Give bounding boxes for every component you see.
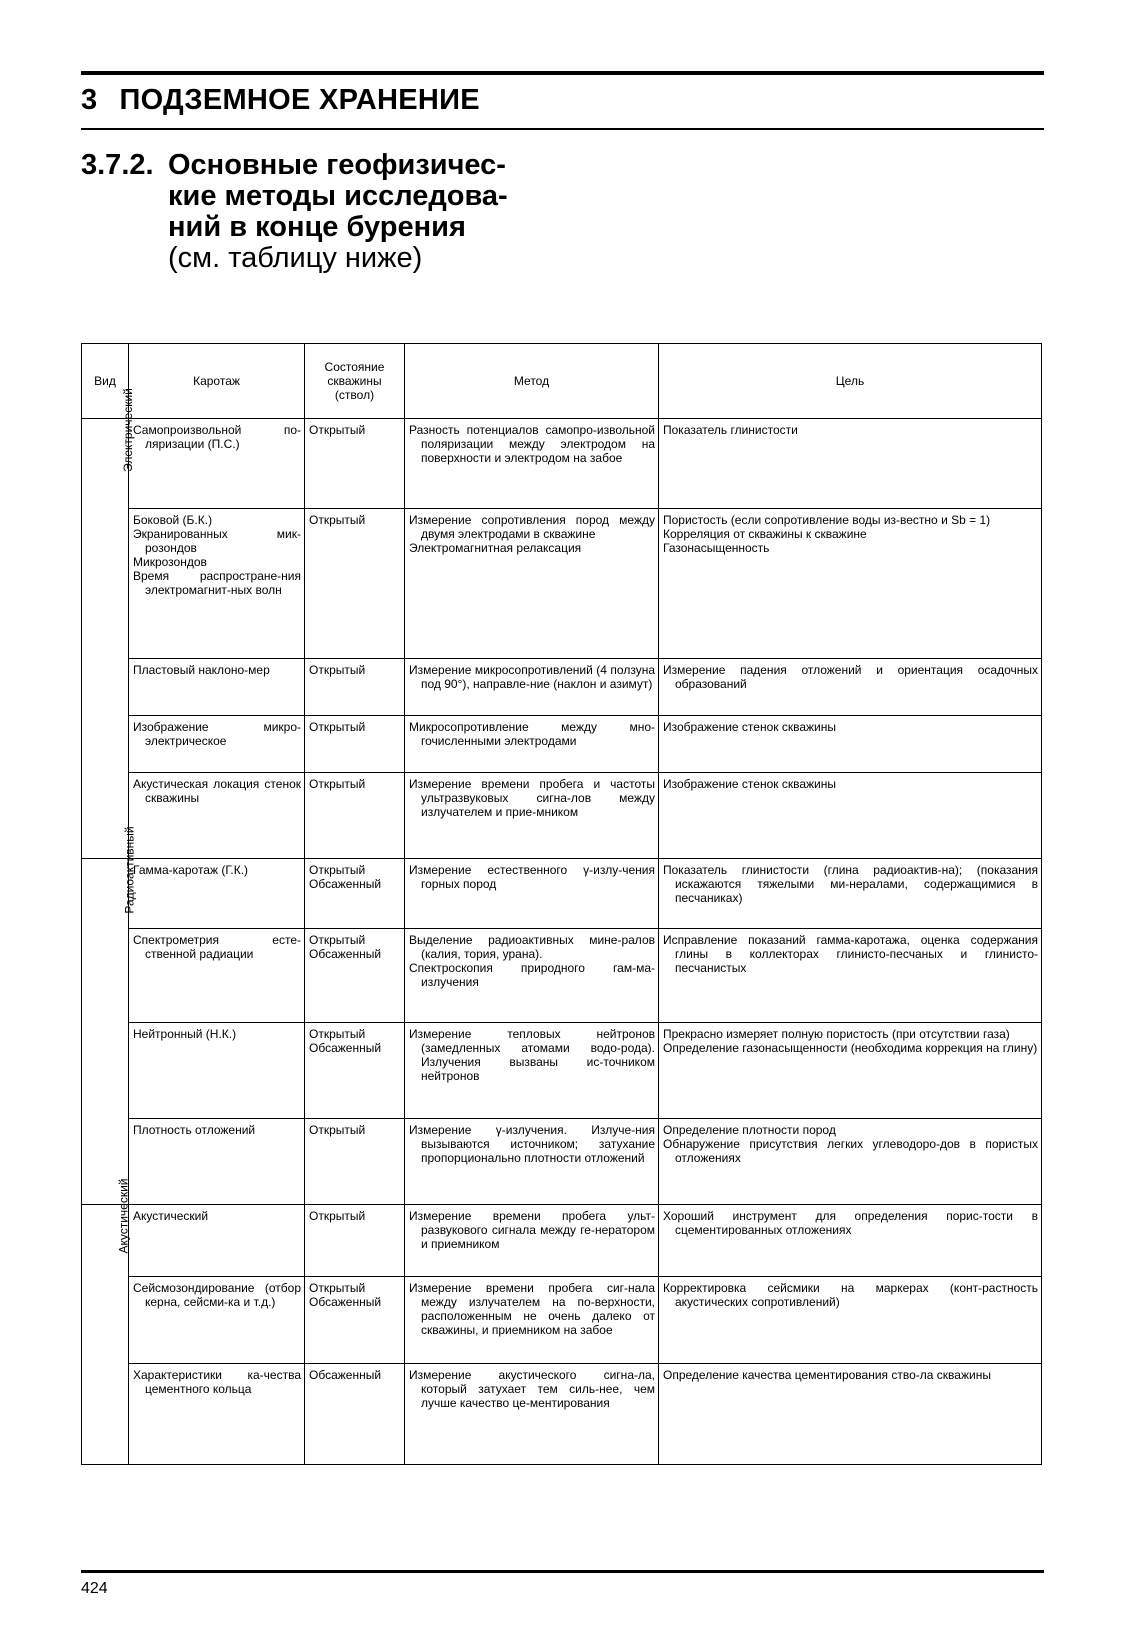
method-text: Микросопротивление между мно-гочисленными электродами	[409, 720, 655, 748]
karotazh-cell	[129, 929, 305, 1023]
table-row	[82, 419, 1042, 509]
state-cell	[305, 1364, 405, 1465]
section-subtitle: (см. таблицу ниже)	[168, 242, 423, 274]
method-cell	[405, 773, 659, 859]
method-text: Измерение времени пробега и частоты ультразвуковых сигна-лов между излучателем и прие-мником	[409, 777, 655, 819]
state-text: Открытый	[309, 720, 366, 734]
method-cell	[405, 716, 659, 773]
method-cell	[405, 1277, 659, 1364]
state-text: Открытый	[309, 513, 366, 527]
goal-text: Хороший инструмент для определения порис-тости в сцементированных отложениях	[663, 1209, 1038, 1237]
goal-text: Газонасыщенность	[663, 541, 770, 555]
state-cell	[305, 859, 405, 929]
karotazh-cell	[129, 1205, 305, 1277]
state-cell	[305, 1119, 405, 1205]
state-cell	[305, 419, 405, 509]
method-cell	[405, 929, 659, 1023]
table-row	[82, 1119, 1042, 1205]
methods-table	[81, 343, 1042, 1465]
group-label-cell	[82, 826, 137, 1205]
section-title-line: Основные геофизичес-	[168, 149, 506, 181]
karotazh-cell	[129, 1364, 305, 1465]
karotazh-text: Микрозондов	[133, 555, 207, 569]
karotazh-text: Акустическая локация стенок скважины	[133, 777, 301, 805]
state-text: Обсаженный	[309, 877, 382, 891]
state-text: Открытый	[309, 1027, 366, 1041]
goal-text: Прекрасно измеряет полную пористость (при отсутствии газа)	[663, 1027, 1010, 1041]
section-number: 3.7.2.	[81, 149, 154, 181]
section-title-line: кие методы исследова-	[168, 180, 508, 212]
karotazh-cell	[129, 773, 305, 859]
goal-text: Исправление показаний гамма-каротажа, оценка содержания глины в коллекторах глинисто-песчаных и глинисто-песчанистых	[663, 933, 1038, 975]
karotazh-text: Изображение микро-электрическое	[133, 720, 301, 748]
karotazh-text: Пластовый наклоно-мер	[133, 663, 270, 677]
header-state: Состояние скважины (ствол)	[305, 344, 405, 419]
page-number: 424	[81, 1580, 108, 1597]
karotazh-cell	[129, 1277, 305, 1364]
chapter-heading	[81, 84, 480, 117]
method-text: Измерение сопротивления пород между двумя электродами в скважине	[409, 513, 655, 541]
goal-cell	[659, 859, 1042, 929]
table-body	[82, 388, 1042, 1465]
goal-text: Пористость (если сопротивление воды из-вестно и Sb = 1)	[663, 513, 991, 527]
method-cell	[405, 859, 659, 929]
method-text: Измерение микросопротивлений (4 ползуна под 90°), направле-ние (наклон и азимут)	[409, 663, 655, 691]
table-row	[82, 773, 1042, 859]
goal-cell	[659, 773, 1042, 859]
goal-cell	[659, 419, 1042, 509]
method-cell	[405, 419, 659, 509]
karotazh-text: Гамма-каротаж (Г.К.)	[133, 863, 249, 877]
method-cell	[405, 659, 659, 716]
method-text: Измерение γ-излучения. Излуче-ния вызываются источником; затухание пропорционально плотности отложений	[409, 1123, 655, 1165]
group-label-cell	[82, 388, 135, 859]
goal-cell	[659, 509, 1042, 659]
chapter-number: 3	[81, 84, 98, 116]
goal-cell	[659, 1277, 1042, 1364]
goal-cell	[659, 1119, 1042, 1205]
goal-text: Определение газонасыщенности (необходима коррекция на глину)	[663, 1041, 1038, 1055]
goal-cell	[659, 716, 1042, 773]
state-cell	[305, 1023, 405, 1119]
method-text: Спектроскопия природного гам-ма-излучения	[409, 961, 655, 989]
goal-text: Корректировка сейсмики на маркерах (конт-растность акустических сопротивлений)	[663, 1281, 1038, 1309]
method-text: Измерение тепловых нейтронов (замедленных атомами водо-рода). Излучения вызваны ис-точником нейтронов	[409, 1027, 655, 1083]
method-text: Электромагнитная релаксация	[409, 541, 582, 555]
state-cell	[305, 773, 405, 859]
karotazh-cell	[129, 419, 305, 509]
header-vid: Вид	[82, 344, 129, 419]
state-text: Обсаженный	[309, 1295, 382, 1309]
goal-text: Определение качества цементирования ство-ла скважины	[663, 1368, 991, 1382]
state-text: Обсаженный	[309, 1041, 382, 1055]
table-row	[82, 716, 1042, 773]
header-method: Метод	[405, 344, 659, 419]
karotazh-cell	[129, 1119, 305, 1205]
method-text: Измерение акустического сигна-ла, который затухает тем силь-нее, чем лучше качество це-ментирования	[409, 1368, 655, 1410]
table-row	[82, 859, 1042, 929]
karotazh-cell	[129, 1023, 305, 1119]
table-row	[82, 1364, 1042, 1465]
goal-cell	[659, 1205, 1042, 1277]
karotazh-text: Плотность отложений	[133, 1123, 256, 1137]
state-cell	[305, 1205, 405, 1277]
karotazh-cell	[129, 716, 305, 773]
group-label: Радиоактивный	[122, 826, 137, 914]
karotazh-text: Спектрометрия есте-ственной радиации	[133, 933, 301, 961]
method-cell	[405, 1364, 659, 1465]
method-text: Измерение естественного γ-излу-чения горных пород	[409, 863, 655, 891]
state-text: Открытый	[309, 1281, 366, 1295]
goal-cell	[659, 659, 1042, 716]
state-text: Открытый	[309, 863, 366, 877]
goal-text: Изображение стенок скважины	[663, 777, 836, 791]
table-row	[82, 1277, 1042, 1364]
goal-text: Показатель глинистости	[663, 423, 798, 437]
group-label: Электрический	[120, 388, 135, 472]
chapter-title: ПОДЗЕМНОЕ ХРАНЕНИЕ	[119, 84, 480, 116]
karotazh-text: Экранированных мик-розондов	[133, 527, 301, 555]
section-title-line: ний в конце бурения	[168, 211, 466, 243]
state-text: Открытый	[309, 663, 366, 677]
table-row	[82, 1023, 1042, 1119]
karotazh-text: Время распростране-ния электромагнит-ных волн	[133, 569, 301, 597]
goal-cell	[659, 1023, 1042, 1119]
header-goal: Цель	[659, 344, 1042, 419]
table-row	[82, 659, 1042, 716]
karotazh-text: Нейтронный (Н.К.)	[133, 1027, 237, 1041]
karotazh-text: Боковой (Б.К.)	[133, 513, 213, 527]
method-text: Измерение времени пробега сиг-нала между излучателем на по-верхности, расположенным не очень далеко от скважины, и приемником на забое	[409, 1281, 655, 1337]
table-row	[82, 1205, 1042, 1277]
method-cell	[405, 1205, 659, 1277]
state-text: Обсаженный	[309, 947, 382, 961]
karotazh-text: Сейсмозондирование (отбор керна, сейсми-ка и т.д.)	[133, 1281, 301, 1309]
state-cell	[305, 716, 405, 773]
goal-cell	[659, 1364, 1042, 1465]
header-rule	[81, 128, 1044, 130]
method-text: Разность потенциалов самопро-извольной поляризации между электродом на поверхности и электродом на забое	[409, 423, 655, 465]
karotazh-cell	[129, 659, 305, 716]
state-cell	[305, 929, 405, 1023]
karotazh-text: Самопроизвольной по-ляризации (П.С.)	[133, 423, 301, 451]
top-rule	[81, 71, 1044, 75]
goal-text: Показатель глинистости (глина радиоактив-на); (показания искажаются тяжелыми ми-нералами, содержащимися в песчаниках)	[663, 863, 1038, 905]
table-header-row	[82, 344, 1042, 419]
state-cell	[305, 1277, 405, 1364]
group-label: Акустический	[116, 1178, 131, 1254]
method-cell	[405, 1023, 659, 1119]
footer-rule	[81, 1570, 1044, 1573]
method-cell	[405, 1119, 659, 1205]
goal-text: Корреляция от скважины к скважине	[663, 527, 867, 541]
table-row	[82, 509, 1042, 659]
state-text: Открытый	[309, 423, 366, 437]
goal-text: Определение плотности пород	[663, 1123, 836, 1137]
table-row	[82, 929, 1042, 1023]
section-title	[168, 150, 588, 274]
karotazh-text: Акустический	[133, 1209, 209, 1223]
goal-text: Изображение стенок скважины	[663, 720, 836, 734]
group-label-cell	[82, 1178, 131, 1465]
method-text: Выделение радиоактивных мине-ралов (калия, тория, урана).	[409, 933, 655, 961]
goal-text: Измерение падения отложений и ориентация осадочных образований	[663, 663, 1038, 691]
state-cell	[305, 509, 405, 659]
goal-cell	[659, 929, 1042, 1023]
header-karotazh: Каротаж	[129, 344, 305, 419]
state-text: Открытый	[309, 933, 366, 947]
state-text: Обсаженный	[309, 1368, 382, 1382]
karotazh-text: Характеристики ка-чества цементного кольца	[133, 1368, 301, 1396]
state-cell	[305, 659, 405, 716]
state-text: Открытый	[309, 1209, 366, 1223]
state-text: Открытый	[309, 1123, 366, 1137]
state-text: Открытый	[309, 777, 366, 791]
method-text: Измерение времени пробега ульт-развукового сигнала между ге-нератором и приемником	[409, 1209, 655, 1251]
goal-text: Обнаружение присутствия легких углеводоро-дов в пористых отложениях	[663, 1137, 1038, 1165]
karotazh-cell	[129, 509, 305, 659]
karotazh-cell	[129, 859, 305, 929]
method-cell	[405, 509, 659, 659]
